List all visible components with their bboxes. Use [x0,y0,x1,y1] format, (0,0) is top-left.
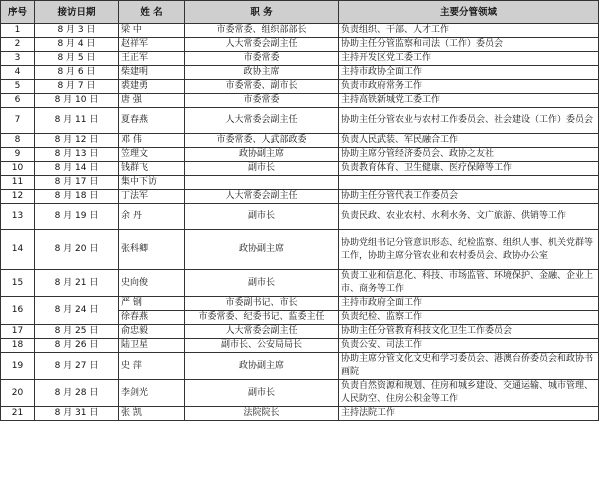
row-position: 市委常委 [185,52,339,66]
table-row [1,66,599,80]
row-date: 8 月 27 日 [35,353,119,380]
row-position: 市委常委、人武部政委 [185,134,339,148]
row-no: 12 [1,190,35,204]
row-position: 人大常委会副主任 [185,108,339,134]
row-name: 张科卿 [119,230,185,270]
row-position: 副市长、公安局局长 [185,339,339,353]
row-date: 8 月 5 日 [35,52,119,66]
row-duties: 负责市政府常务工作 [339,80,599,94]
row-name: 裘建勇 [119,80,185,94]
row-duties: 主持开发区党工委工作 [339,52,599,66]
table-row [1,176,599,190]
row-no: 7 [1,108,35,134]
header-row [1,1,599,24]
row-name: 唐 强 [119,94,185,108]
row-no: 11 [1,176,35,190]
row-date: 8 月 12 日 [35,134,119,148]
row-no: 20 [1,380,35,407]
table-row [1,24,599,38]
table-row [1,339,599,353]
row-name: 李剑光 [119,380,185,407]
row-date: 8 月 28 日 [35,380,119,407]
table-row [1,380,599,407]
table-row [1,162,599,176]
row-date: 8 月 6 日 [35,66,119,80]
row-name: 余 丹 [119,204,185,230]
row-duties: 协助主任分管代表工作委员会 [339,190,599,204]
row-position: 市委常委、副市长 [185,80,339,94]
table-row [1,108,599,134]
table-row [1,353,599,380]
row-name: 俞忠毅 [119,325,185,339]
row-position: 副市长 [185,380,339,407]
row-position: 人大常委会副主任 [185,38,339,52]
row-name: 夏春燕 [119,108,185,134]
table-row [1,94,599,108]
header-name: 姓 名 [119,1,185,24]
row-position: 市委常委、纪委书记、监委主任 [185,311,339,325]
row-position [185,176,339,190]
row-duties: 主持高铁新城党工委工作 [339,94,599,108]
table-row [1,230,599,270]
row-position: 政协主席 [185,66,339,80]
row-duties: 负责人民武装、军民融合工作 [339,134,599,148]
row-position: 法院院长 [185,407,339,421]
row-duties: 协助主席分管经济委员会、政协之友社 [339,148,599,162]
row-no: 3 [1,52,35,66]
row-duties: 主持法院工作 [339,407,599,421]
row-position: 副市长 [185,162,339,176]
table-row [1,148,599,162]
row-name: 严 钢 [119,297,185,311]
row-no: 10 [1,162,35,176]
row-position: 人大常委会副主任 [185,190,339,204]
row-position: 副市长 [185,204,339,230]
header-duties: 主要分管领域 [339,1,599,24]
row-position: 市委副书记、市长 [185,297,339,311]
row-name: 赵祥军 [119,38,185,52]
row-duties: 负责教育体育、卫生健康、医疗保障等工作 [339,162,599,176]
row-no: 8 [1,134,35,148]
row-date: 8 月 11 日 [35,108,119,134]
row-name: 王正军 [119,52,185,66]
row-date: 8 月 24 日 [35,297,119,325]
row-name: 史 萍 [119,353,185,380]
row-duties: 协助主席分管文化文史和学习委员会、港澳台侨委员会和政协书画院 [339,353,599,380]
row-no: 17 [1,325,35,339]
row-date: 8 月 20 日 [35,230,119,270]
row-duties: 负责工业和信息化、科技、市场监管、环境保护、金融、企业上市、商务等工作 [339,270,599,297]
row-position: 政协副主席 [185,353,339,380]
row-no: 21 [1,407,35,421]
row-no: 19 [1,353,35,380]
row-position: 副市长 [185,270,339,297]
table-row [1,134,599,148]
row-duties: 协助主任分管农业与农村工作委员会、社会建设（工作）委员会 [339,108,599,134]
row-duties: 主持市政府全面工作 [339,297,599,311]
row-duties: 负责公安、司法工作 [339,339,599,353]
row-date: 8 月 14 日 [35,162,119,176]
row-no: 18 [1,339,35,353]
row-position: 人大常委会副主任 [185,325,339,339]
row-date: 8 月 21 日 [35,270,119,297]
row-duties: 负责组织、干部、人才工作 [339,24,599,38]
row-date: 8 月 4 日 [35,38,119,52]
table-row [1,52,599,66]
row-name: 笠理文 [119,148,185,162]
row-date: 8 月 3 日 [35,24,119,38]
row-no: 9 [1,148,35,162]
row-name: 丁法军 [119,190,185,204]
table-row [1,270,599,297]
row-duties: 协助党组书记分管意识形态、纪检监察、组织人事、机关党群等工作，协助主席分管农业和农村委员会、政协办公室 [339,230,599,270]
header-date: 接访日期 [35,1,119,24]
table-row [1,80,599,94]
row-position: 市委常委、组织部部长 [185,24,339,38]
row-date: 8 月 13 日 [35,148,119,162]
row-duties [339,176,599,190]
row-date: 8 月 26 日 [35,339,119,353]
row-no: 6 [1,94,35,108]
row-name: 集中下访 [119,176,185,190]
row-name: 邓 伟 [119,134,185,148]
table-row [1,297,599,311]
header-no: 序号 [1,1,35,24]
row-name: 梁 中 [119,24,185,38]
table-row [1,407,599,421]
row-position: 市委常委 [185,94,339,108]
row-no: 5 [1,80,35,94]
row-date: 8 月 17 日 [35,176,119,190]
row-name: 张 凯 [119,407,185,421]
row-name: 徐春燕 [119,311,185,325]
row-date: 8 月 19 日 [35,204,119,230]
table-row [1,38,599,52]
table-row [1,204,599,230]
row-position: 政协副主席 [185,148,339,162]
row-date: 8 月 7 日 [35,80,119,94]
row-name: 史向俊 [119,270,185,297]
table-row [1,190,599,204]
row-name: 钱群飞 [119,162,185,176]
row-date: 8 月 25 日 [35,325,119,339]
row-no: 16 [1,297,35,325]
table-row [1,325,599,339]
row-no: 15 [1,270,35,297]
row-duties: 协助主任分管监察和司法（工作）委员会 [339,38,599,52]
row-duties: 负责纪检、监察工作 [339,311,599,325]
row-duties: 主持市政协全面工作 [339,66,599,80]
header-position: 职 务 [185,1,339,24]
row-no: 13 [1,204,35,230]
row-date: 8 月 18 日 [35,190,119,204]
row-duties: 负责民政、农业农村、水利水务、文广旅游、供销等工作 [339,204,599,230]
row-no: 2 [1,38,35,52]
row-duties: 协助主任分管教育科技文化卫生工作委员会 [339,325,599,339]
row-no: 4 [1,66,35,80]
row-no: 1 [1,24,35,38]
row-date: 8 月 31 日 [35,407,119,421]
row-duties: 负责自然资源和规划、住房和城乡建设、交通运输、城市管理、人民防空、住房公积金等工作 [339,380,599,407]
row-name: 陆卫星 [119,339,185,353]
row-position: 政协副主席 [185,230,339,270]
row-date: 8 月 10 日 [35,94,119,108]
row-name: 柴建明 [119,66,185,80]
row-no: 14 [1,230,35,270]
